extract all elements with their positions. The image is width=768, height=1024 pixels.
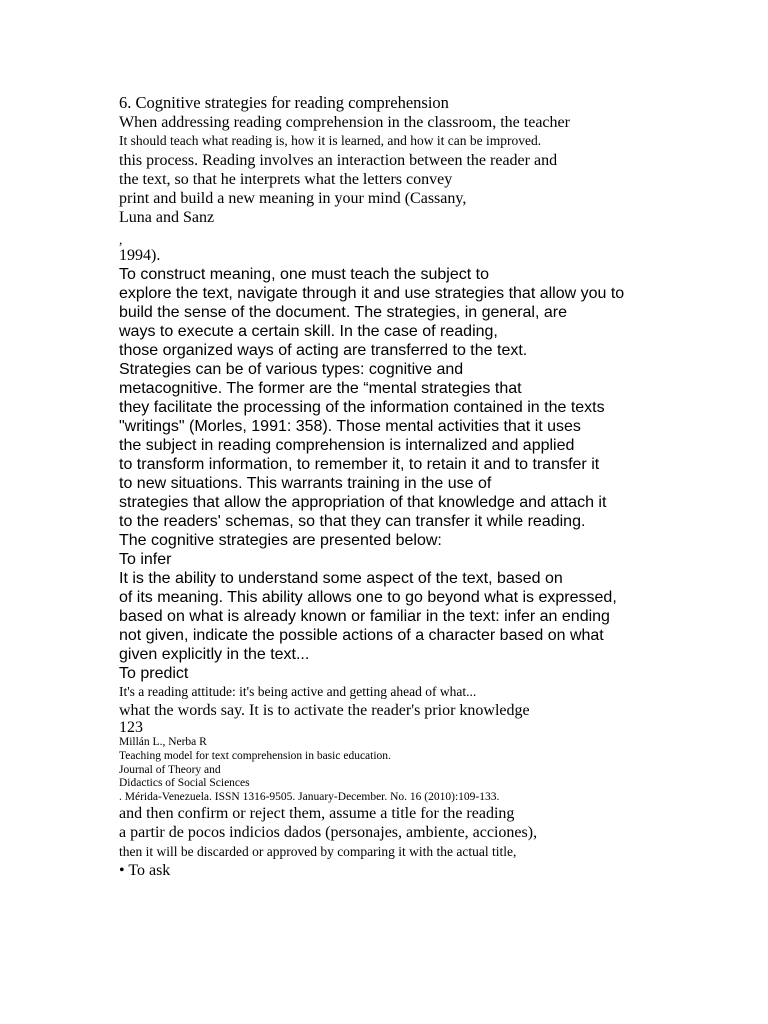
text-line: To construct meaning, one must teach the subject to: [119, 266, 489, 283]
text-line: to the readers' schemas, so that they can transfer it while reading.: [119, 513, 586, 530]
text-line: Strategies can be of various types: cognitive and: [119, 361, 464, 378]
footer-issn: . Mérida-Venezuela. ISSN 1316-9505. January-December. No. 16 (2010):109-133.: [119, 791, 500, 803]
text-line: the text, so that he interprets what the letters convey: [119, 171, 453, 188]
text-line: then it will be discarded or approved by comparing it with the actual title,: [119, 844, 517, 859]
text-line: build the sense of the document. The strategies, in general, are: [119, 304, 567, 321]
text-line: given explicitly in the text...: [119, 646, 310, 663]
text-line: of its meaning. This ability allows one to go beyond what is expressed,: [119, 589, 617, 606]
text-line: this process. Reading involves an interaction between the reader and: [119, 152, 558, 169]
text-line: what the words say. It is to activate the reader's prior knowledge: [119, 702, 530, 719]
text-line: a partir de pocos indicios dados (personajes, ambiente, acciones),: [119, 824, 538, 841]
text-line: It is the ability to understand some aspect of the text, based on: [119, 570, 563, 587]
text-line: they facilitate the processing of the information contained in the texts: [119, 399, 605, 416]
text-line: The cognitive strategies are presented below:: [119, 532, 442, 549]
text-line: those organized ways of acting are transferred to the text.: [119, 342, 528, 359]
text-line: Luna and Sanz: [119, 209, 215, 226]
text-line: based on what is already known or familiar in the text: infer an ending: [119, 608, 610, 625]
text-line: ways to execute a certain skill. In the case of reading,: [119, 323, 498, 340]
section-heading: 6. Cognitive strategies for reading comprehension: [119, 93, 449, 112]
text-line: to transform information, to remember it, to retain it and to transfer it: [119, 456, 600, 473]
footer-authors: Millán L., Nerba R: [119, 736, 207, 748]
subheading-infer: To infer: [119, 551, 172, 568]
page-number: 123: [119, 719, 143, 736]
text-line: strategies that allow the appropriation of that knowledge and attach it: [119, 494, 607, 511]
text-line: ,: [119, 232, 123, 247]
text-line: metacognitive. The former are the “mental strategies that: [119, 380, 522, 397]
text-line: to new situations. This warrants training in the use of: [119, 475, 492, 492]
subheading-predict: To predict: [119, 665, 189, 682]
text-line: print and build a new meaning in your mind (Cassany,: [119, 190, 467, 207]
text-line: 1994).: [119, 247, 161, 264]
text-line: It should teach what reading is, how it is learned, and how it can be improved.: [119, 133, 542, 148]
text-line: When addressing reading comprehension in the classroom, the teacher: [119, 114, 570, 131]
text-line: the subject in reading comprehension is internalized and applied: [119, 437, 575, 454]
footer-title: Teaching model for text comprehension in basic education.: [119, 750, 391, 762]
text-line: "writings" (Morles, 1991: 358). Those mental activities that it uses: [119, 418, 581, 435]
text-line: explore the text, navigate through it and use strategies that allow you to: [119, 285, 625, 302]
subheading-ask: • To ask: [119, 862, 171, 879]
text-line: and then confirm or reject them, assume a title for the reading: [119, 805, 515, 822]
text-line: It's a reading attitude: it's being active and getting ahead of what...: [119, 684, 477, 699]
footer-journal: Didactics of Social Sciences: [119, 777, 250, 789]
text-line: not given, indicate the possible actions of a character based on what: [119, 627, 604, 644]
footer-journal: Journal of Theory and: [119, 764, 221, 776]
